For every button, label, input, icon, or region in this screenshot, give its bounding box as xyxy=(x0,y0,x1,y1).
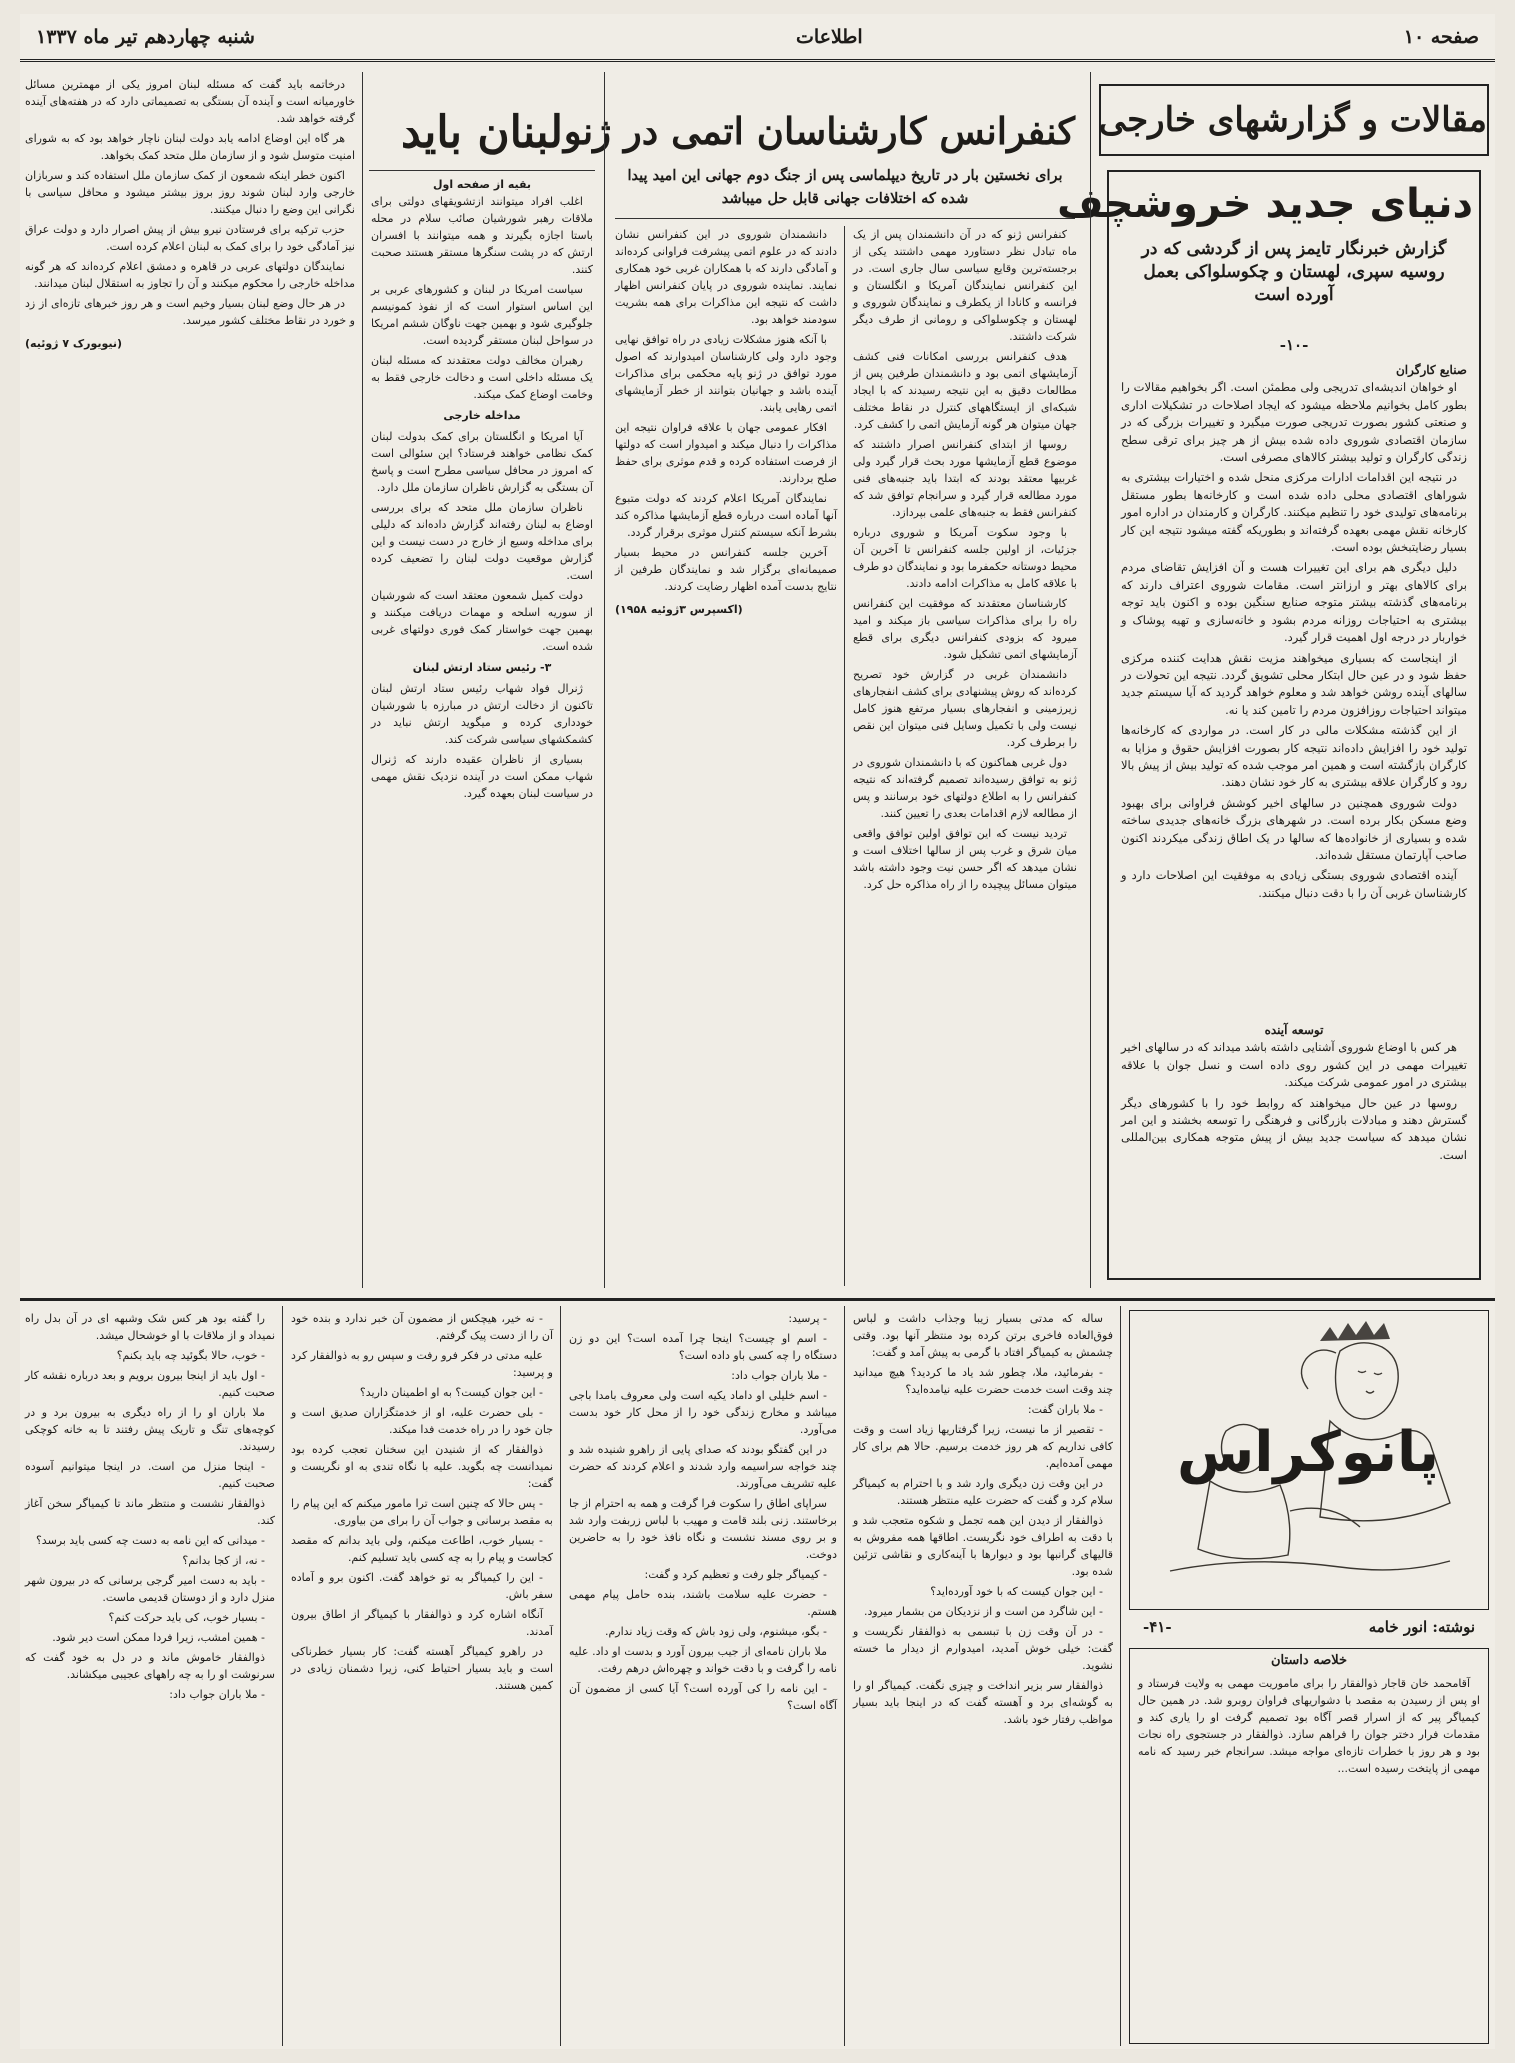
lebanon-heading-3: ۳- رئیس ستاد ارتش لبنان xyxy=(412,661,552,674)
paragraph: - ملا باران گفت: xyxy=(1027,1403,1103,1416)
paragraph: - بلی حضرت علیه، او از خدمتگزاران صدیق است و جان خود را در راه خدمت فدا میکند. xyxy=(291,1406,553,1436)
column-rule xyxy=(362,72,363,1288)
paragraph: روسها در عین حال میخواهند که روابط خود را با کشورهای دیگر گسترش دهند و مبادلات بازرگانی و فرهنگی را توسعه بخشند و این امر نشان میدهد که سیاست جدید بیش از پیش متوجه همکاری بین‌المللی است. xyxy=(1121,1095,1467,1162)
divider xyxy=(615,218,1075,219)
serial-column-2 xyxy=(569,1310,837,2044)
paragraph: ذوالفقار از دیدن این همه تجمل و شکوه متعجب شد و با دقت به اطراف خود نگریست. اطاقها همه مفروش به قالیهای گرانبها بود و دیوارها با آینه‌کاری و نقاشی تزئین شده بود. xyxy=(853,1514,1113,1578)
paragraph: ذوالفقار خاموش ماند و در دل به خود گفت که سرنوشت او را به چه راههای عجیبی میکشاند. xyxy=(25,1651,275,1681)
paragraph: حزب ترکیه برای فرستادن نیرو بیش از پیش اصرار دارد و دولت عراق نیز آمادگی خود را برای کمک به لبنان اعلام کرده است. xyxy=(25,223,355,253)
paragraph: با آنکه هنوز مشکلات زیادی در راه توافق نهایی وجود دارد ولی کارشناسان امیدوارند که اصول مورد توافق در ژنو پایه محکمی برای مذاکرات آینده باشد و جهانیان بتوانند از خطر آزمایشهای اتمی رهایی یابند. xyxy=(615,333,837,414)
paragraph: ذوالفقار که از شنیدن این سخنان تعجب کرده بود نمیدانست چه بگوید. علیه با نگاه تندی به او نگریست و گفت: xyxy=(291,1443,553,1490)
paragraph: اغلب افراد میتوانند ازتشویقهای دولتی برای ملاقات رهبر شورشیان صائب سلام در محله باستا اجازه بگیرند و همه میتوانند با افسران ارتش که در پشت سنگرها مستقر هستند صحبت کنند. xyxy=(371,195,593,276)
lebanon-column-2 xyxy=(25,76,355,1282)
column-rule xyxy=(282,1306,283,2046)
paragraph: دلیل دیگری هم برای این تغییرات هست و آن افزایش تقاضای مردم برای کالاهای بهتر و ارزانتر است. مقامات شوروی اعتراف دارند که برنامه‌های گذشته بیشتر متوجه صنایع سنگین بوده و اکنون باید توجه بیشتری به احتیاجات روزانه مردم بشود و خانه‌سازی و تهیه پوشاک و خواربار در درجه اول اهمیت قرار گیرد. xyxy=(1121,560,1467,645)
divider xyxy=(369,170,595,171)
paragraph: هدف کنفرانس بررسی امکانات فنی کشف آزمایشهای اتمی بود و دانشمندان طرفین پس از مطالعات دقیق به این نتیجه رسیدند که با ایجاد شبکه‌ای از ایستگاههای کنترل در نقاط مختلف جهان میتوان هر گونه آزمایش اتمی را کشف کرد. xyxy=(853,350,1077,431)
paragraph: در راهرو کیمیاگر آهسته گفت: کار بسیار خطرناکی است و باید بسیار احتیاط کنی، زیرا دشمنان زیادی در کمین هستند. xyxy=(291,1645,553,1692)
column-rule xyxy=(560,1306,561,2046)
paragraph: - بگو، میشنوم، ولی زود باش که وقت زیاد ندارم. xyxy=(604,1625,827,1638)
paragraph: دانشمندان شوروی در این کنفرانس نشان دادند که در علوم اتمی پیشرفت فراوانی کرده‌اند و آمادگی دارند که با همکاران غربی خود همکاری نمایند. نماینده شوروی در پایان کنفرانس اظهار داشت که نتیجه این مذاکرات برای همه بشریت سودمند خواهد بود. xyxy=(615,228,837,326)
paragraph: - همین امشب، زیرا فردا ممکن است دیر شود. xyxy=(52,1631,265,1644)
paragraph: آیا امریکا و انگلستان برای کمک بدولت لبنان کمک نظامی خواهند فرستاد؟ این سئوالی است که امروز در محافل سیاسی مطرح است و پاسخ آن بستگی به گزارش ناظران سازمان ملل دارد. xyxy=(371,430,593,494)
serial-illustration-box xyxy=(1129,1310,1489,1610)
paragraph: در نتیجه این اقدامات ادارات مرکزی منحل شده و اختیارات بیشتری به شوراهای اقتصادی محلی داده شده است و کارخانه‌ها بطور مستقل برنامه‌های تولیدی خود را تنظیم میکنند. کارگران و کارمندان در اداره امور کارخانه نقش مهمی بعهده گرفته‌اند و بطوریکه گفته میشود نتیجه این کار بسیار رضایتبخش بوده است. xyxy=(1121,470,1467,555)
paragraph: آینده اقتصادی شوروی بستگی زیادی به موفقیت این اصلاحات دارد و کارشناسان غربی آن را با دقت دنبال میکنند. xyxy=(1121,868,1467,900)
paragraph: از اینجاست که بسیاری میخواهند مزیت نقش هدایت کننده مرکزی حفظ شود و در عین حال ابتکار محلی تشویق گردد. نتیجه این تحولات در سالهای آینده روشن خواهد شد و معلوم خواهد گردید که آیا سیستم جدید میتواند احتیاجات روزافزون مردم را تامین کند یا نه. xyxy=(1121,650,1467,717)
paragraph: - اول باید از اینجا بیرون برویم و بعد درباره نقشه کار صحبت کنیم. xyxy=(25,1369,275,1399)
serial-column-4 xyxy=(25,1310,275,2044)
conference-title: کنفرانس کارشناسان اتمی در ژنو xyxy=(563,109,1075,153)
paragraph: در این گفتگو بودند که صدای پایی از راهرو شنیده شد و چند خواجه سراسیمه وارد شدند و اعلام کردند که حضرت علیه تشریف می‌آورند. xyxy=(569,1443,837,1490)
serial-column-1 xyxy=(853,1310,1113,2044)
conference-column-1 xyxy=(853,226,1077,1286)
issue-date: شنبه چهاردهم تیر ماه ۱۳۳۷ xyxy=(36,25,255,48)
paragraph: - کیمیاگر جلو رفت و تعظیم کرد و گفت: xyxy=(644,1568,827,1581)
paragraph: - این شاگرد من است و از نزدیکان من بشمار میرود. xyxy=(864,1605,1103,1618)
serial-column-3 xyxy=(291,1310,553,2044)
paragraph: با وجود سکوت آمریکا و شوروی درباره جزئیات، از اولین جلسه کنفرانس تا آخرین آن محیط دوستانه حکمفرما بود و نمایندگان دو طرف با علاقه کامل به مذاکرات ادامه دادند. xyxy=(853,526,1077,590)
conference-column-2 xyxy=(615,226,837,1286)
paragraph: - تقصیر از ما نیست، زیرا گرفتاریها زیاد است و وقت کافی نداریم که هر روز خدمت برسیم. حالا هم برای کار مهمی آمده‌ایم. xyxy=(853,1423,1113,1470)
paragraph: کارشناسان معتقدند که موفقیت این کنفرانس راه را برای مذاکرات سیاسی باز میکند و امید میرود که بزودی کنفرانس دیگری برای قطع آزمایشهای اتمی تشکیل شود. xyxy=(853,597,1077,661)
paragraph: - ملا باران جواب داد: xyxy=(731,1369,827,1382)
paragraph: بسیاری از ناظران عقیده دارند که ژنرال شهاب ممکن است در آینده نزدیک نقش مهمی در سیاست لبنان بعهده گیرد. xyxy=(371,753,593,800)
paragraph: نمایندگان آمریکا اعلام کردند که دولت متبوع آنها آماده است درباره قطع آزمایشها مذاکره کند بشرط آنکه سیستم کنترل موثری برقرار گردد. xyxy=(615,492,837,539)
page-number: صفحه ۱۰ xyxy=(1403,25,1479,48)
paragraph: - این نامه را کی آورده است؟ آیا کسی از مضمون آن آگاه است؟ xyxy=(569,1682,837,1712)
paragraph: آنگاه اشاره کرد و ذوالفقار با کیمیاگر از اطاق بیرون آمدند. xyxy=(291,1608,553,1638)
paragraph: - اینجا منزل من است. در اینجا میتوانیم آسوده صحبت کنیم. xyxy=(25,1460,275,1490)
paragraph: - نه خیر، هیچکس از مضمون آن خبر ندارد و بنده خود آن را از دست پیک گرفتم. xyxy=(291,1312,553,1342)
paragraph: را گفته بود هر کس شک وشبهه ای در آن بدل راه نمیداد و از ملاقات با او خوشحال میشد. xyxy=(25,1312,275,1342)
paragraph: درخاتمه باید گفت که مسئله لبنان امروز یکی از مهمترین مسائل خاورمیانه است و آینده آن بستگی به تصمیماتی دارد که در هفته‌های آینده گرفته خواهد شد. xyxy=(25,78,355,125)
serial-summary-text xyxy=(1138,1675,1480,2039)
paragraph: - نه، از کجا بدانم؟ xyxy=(182,1554,265,1567)
conference-source: (اکسپرس ۳ژوئیه ۱۹۵۸) xyxy=(615,603,743,616)
column-rule xyxy=(604,72,605,1288)
paragraph: - پرسید: xyxy=(788,1312,827,1325)
paragraph: هر گاه این اوضاع ادامه یابد دولت لبنان ناچار خواهد بود که به شورای امنیت متوسل شود و از سازمان ملل متحد کمک بخواهد. xyxy=(25,132,355,162)
section-banner xyxy=(1099,84,1489,156)
paragraph: علیه مدتی در فکر فرو رفت و سپس رو به ذوالفقار کرد و پرسید: xyxy=(291,1349,553,1379)
paragraph: - در آن وقت زن با تبسمی به ذوالفقار نگریست و گفت: خیلی خوش آمدید، امیدوارم از دیدار ما خسته نشوید. xyxy=(853,1625,1113,1672)
khrushchev-heading-2: توسعه آینده xyxy=(1264,1023,1324,1037)
serial-author: نوشته: انور خامه xyxy=(1368,1618,1475,1636)
paragraph: - باید به دست امیر گرجی برسانی که در بیرون شهر منزل دارد و از دوستان قدیمی ماست. xyxy=(25,1574,275,1604)
serial-title: پانوکراس xyxy=(1176,1420,1440,1485)
paragraph: - خوب، حالا بگوئید چه باید بکنم؟ xyxy=(116,1349,265,1362)
khrushchev-body-2 xyxy=(1121,1022,1467,1272)
paragraph: هر کس با اوضاع شوروی آشنایی داشته باشد میداند که در سالهای اخیر تغییرات مهمی در این کشور روی داده است و نسل جوان با علاقه بیشتری در امور عمومی شرکت میکند. xyxy=(1121,1040,1467,1090)
paragraph: - ملا باران جواب داد: xyxy=(169,1688,265,1701)
serial-illustration xyxy=(1130,1311,1487,1608)
paper-name: اطلاعات xyxy=(795,25,863,48)
paragraph: - حضرت علیه سلامت باشند، بنده حامل پیام مهمی هستم. xyxy=(569,1588,837,1618)
paragraph: دولت کمیل شمعون معتقد است که شورشیان از سوریه اسلحه و مهمات دریافت میکنند و بهمین جهت خواستار کمک فوری دولتهای غربی شده است. xyxy=(371,589,593,653)
paragraph: تردید نیست که این توافق اولین توافق واقعی میان شرق و غرب پس از سالها اختلاف است و نشان میدهد که اگر حسن نیت وجود داشته باشد میتوان مسائل پیچیده را از راه مذاکره حل کرد. xyxy=(853,827,1077,891)
serial-part: -۴۱- xyxy=(1143,1618,1172,1636)
section-divider xyxy=(20,1298,1495,1301)
khrushchev-title: دنیای جدید خروشچف xyxy=(1057,181,1473,227)
column-rule xyxy=(844,226,845,1286)
paragraph: ذوالفقار سر بزیر انداخت و چیزی نگفت. کیمیاگر او را به گوشه‌ای برد و آهسته گفت که در اینجا باید بسیار مواظب رفتار خود باشد. xyxy=(853,1679,1113,1726)
column-rule xyxy=(1090,72,1091,1288)
paragraph: - بسیار خوب، اطاعت میکنم، ولی باید بدانم که مقصد کجاست و پیام را به چه کسی باید تسلیم کنم. xyxy=(291,1534,553,1564)
paragraph: آخرین جلسه کنفرانس در محیط بسیار صمیمانه‌ای برگزار شد و نمایندگان طرفین از نتایج بدست آمده اظهار رضایت کردند. xyxy=(615,546,837,593)
page-header xyxy=(20,14,1495,62)
paragraph: ساله که مدتی بسیار زیبا وجذاب داشت و لباس فوق‌العاده فاخری برتن کرده بود منتظر آنها بود. وقتی چشمش به کیمیاگر افتاد با گرمی به پیش آمد و گفت: xyxy=(853,1312,1113,1359)
paragraph: - این جوان کیست که با خود آورده‌اید؟ xyxy=(930,1585,1103,1598)
paragraph: اکنون خطر اینکه شمعون از کمک سازمان ملل استفاده کند و سربازان خارجی وارد لبنان شوند روز بروز بیشتر میشود و محافل سیاسی با نگرانی این وضع را دنبال میکنند. xyxy=(25,169,355,216)
paragraph: - اسم خلیلی او داماد یکیه است ولی معروف بامدا باجی میباشد و مخارج زندگی خود را از محل کار خود بدست می‌آورد. xyxy=(569,1389,837,1436)
paragraph: - پس حالا که چنین است ترا مامور میکنم که این پیام را به مقصد برسانی و جواب آن را برای من بیاوری. xyxy=(291,1497,553,1527)
khrushchev-article xyxy=(1057,170,1481,1280)
serial-summary-title: خلاصه داستان xyxy=(1270,1653,1348,1668)
paragraph: - بسیار خوب، کی باید حرکت کنم؟ xyxy=(108,1611,265,1624)
paragraph: سیاست امریکا در لبنان و کشورهای عربی بر این اساس استوار است که از نفوذ کمونیسم جلوگیری شود و بهمین جهت ناوگان ششم امریکا در سواحل لبنان مستقر گردیده است. xyxy=(371,283,593,347)
paragraph: ملا باران نامه‌ای از جیب بیرون آورد و بدست او داد. علیه نامه را گرفت و با دقت خواند و چهره‌اش درهم رفت. xyxy=(569,1645,837,1675)
column-rule xyxy=(1120,1306,1121,2046)
paragraph: - بفرمائید، ملا، چطور شد یاد ما کردید؟ هیچ میدانید چند وقت است خدمت حضرت علیه نیامده‌اید؟ xyxy=(853,1366,1113,1396)
paragraph: سراپای اطاق را سکوت فرا گرفت و همه به احترام از جا برخاستند. زنی بلند قامت و مهیب با لباس زربفت وارد شد و بر روی مسند نشست و نگاه نافذ خود را به حاضرین دوخت. xyxy=(569,1497,837,1561)
section-banner-text: مقالات و گزارشهای خارجی xyxy=(1098,100,1487,140)
lebanon-column-1 xyxy=(371,176,593,1284)
lebanon-title-box xyxy=(369,102,595,166)
paragraph: دانشمندان غربی در گزارش خود تصریح کرده‌اند که روش پیشنهادی برای کشف انفجارهای زیرزمینی و انفجارهای بسیار مرتفع هنوز کامل نیست ولی با تکمیل وسایل فنی میتوان این نقص را برطرف کرد. xyxy=(853,668,1077,749)
lebanon-title: لبنان باید xyxy=(401,107,563,158)
conference-subtitle: برای نخستین بار در تاریخ دیپلماسی پس از جنگ دوم جهانی این امید پیدا شده که اختلافات جهانی قابل حل میباشد xyxy=(627,167,1063,207)
serial-summary-box xyxy=(1129,1648,1489,2044)
paragraph: از این گذشته مشکلات مالی در کار است. در مواردی که کارخانه‌ها تولید خود را افزایش داده‌اند نتیجه کار بصورت افزایش حقوق و مزایا به کارگران بازگشته است و همین امر موجب شده که تولید بیش از پیش بالا رود و کارگران علاقه بیشتری به کار خود نشان دهند. xyxy=(1121,723,1467,790)
column-rule xyxy=(844,1306,845,2046)
khrushchev-part: -۱۰- xyxy=(1279,336,1309,354)
paragraph: - این جوان کیست؟ به او اطمینان دارید؟ xyxy=(359,1386,543,1399)
paragraph: رهبران مخالف دولت معتقدند که مسئله لبنان یک مسئله داخلی است و دخالت خارجی فقط به وخامت اوضاع کمک میکند. xyxy=(371,354,593,401)
paragraph: روسها از ابتدای کنفرانس اصرار داشتند که موضوع قطع آزمایشها مورد بحث قرار گیرد ولی غربیها معتقد بودند که ابتدا باید جنبه‌های فنی مورد مطالعه قرار گیرد و سرانجام توافق شد که کنفرانس فقط به جنبه‌های علمی بپردازد. xyxy=(853,438,1077,519)
lebanon-heading-2: مداخله خارجی xyxy=(443,409,521,422)
lebanon-source: (نیویورک ۷ ژوئیه) xyxy=(25,337,123,350)
paragraph: دول غربی هماکنون که با دانشمندان شوروی در ژنو به توافق رسیده‌اند تصمیم گرفته‌اند که نتیجه کنفرانس را به اطلاع دولتهای خود برسانند و پس از مطالعه لازم اقدامات بعدی را تعیین کنند. xyxy=(853,756,1077,820)
paragraph: - این را کیمیاگر به تو خواهد گفت. اکنون برو و آماده سفر باش. xyxy=(291,1571,553,1601)
khrushchev-subtitle: گزارش خبرنگار تایمز پس از گردشی که در روسیه سپری، لهستان و چکوسلواکی بعمل آورده است xyxy=(1141,239,1447,305)
paragraph: ناظران سازمان ملل متحد که برای بررسی اوضاع به لبنان رفته‌اند گزارش داده‌اند که دلیلی برای مداخله وسیع از خارج در دست نیست و این گزارش موقعیت دولت لبنان را تضعیف کرده است. xyxy=(371,501,593,582)
paragraph: - اسم او چیست؟ اینجا چرا آمده است؟ این دو زن دستگاه را چه کسی باو داده است؟ xyxy=(569,1332,837,1362)
khrushchev-heading: صنایع کارگران xyxy=(1395,363,1467,377)
paragraph: افکار عمومی جهان با علاقه فراوان نتیجه این مذاکرات را دنبال میکند و امیدوار است که دولتها از فرصت استفاده کرده و قدم موثری برای حفظ صلح بردارند. xyxy=(615,421,837,485)
serial-meta xyxy=(1129,1618,1489,1642)
paragraph: ژنرال فواد شهاب رئیس ستاد ارتش لبنان تاکنون از دخالت ارتش در مبارزه با شورشیان خودداری کرده و میگوید ارتش نباید در کشمکشهای سیاسی شرکت کند. xyxy=(371,682,593,746)
khrushchev-body xyxy=(1121,362,1467,1017)
paragraph: در این وقت زن دیگری وارد شد و با احترام به کیمیاگر سلام کرد و گفت که حضرت علیه منتظر هستند. xyxy=(853,1477,1113,1507)
newspaper-page xyxy=(20,14,1495,2049)
paragraph: ملا باران او را از راه دیگری به بیرون برد و در کوچه‌های تنگ و تاریک پیش رفتند تا به خانه کوچکی رسیدند. xyxy=(25,1406,275,1453)
paragraph: در هر حال وضع لبنان بسیار وخیم است و هر روز خبرهای تازه‌ای از زد و خورد در نقاط مختلف کشور میرسد. xyxy=(25,297,355,327)
paragraph: ذوالفقار نشست و منتظر ماند تا کیمیاگر سخن آغاز کند. xyxy=(25,1497,275,1527)
paragraph: کنفرانس ژنو که در آن دانشمندان پس از یک ماه تبادل نظر دستاورد مهمی داشتند یکی از برجسته‌ترین وقایع سیاسی سال جاری است. در این کنفرانس نمایندگان آمریکا و انگلستان و فرانسه و کانادا از یکطرف و نمایندگان شوروی و لهستان و چکوسلواکی و رومانی از طرف دیگر شرکت داشتند. xyxy=(853,228,1077,343)
paragraph: او خواهان اندیشه‌ای تدریجی ولی مطمئن است. اگر بخواهیم مقالات را بطور کامل بخوانیم ملاحظه میشود که ایجاد اصلاحات در تشکیلات اداری و صنعتی کشور بصورت تدریجی صورت میگیرد و تغییرات بزرگی که در سازمان اقتصادی شوروی داده شده بیش از هر چیز برای ترقی سطح زندگی کارگران و تولید بیشتر کالاهای مصرفی است. xyxy=(1121,380,1467,465)
paragraph: - میدانی که این نامه به دست چه کسی باید برسد؟ xyxy=(35,1534,265,1547)
paragraph: آقامحمد خان قاجار ذوالفقار را برای ماموریت مهمی به ولایت فرستاد و او پس از رسیدن به مقصد با دشواریهای فراوان روبرو شد. در همین حال کیمیاگر پیر که از اسرار قصر آگاه بود تصمیم گرفت او را یاری کند و مقدمات فرار دختر جوان را فراهم سازد. ذوالفقار در جستجوی راه نجات بود و هر روز با خطرات تازه‌ای مواجه میشد. سرانجام خبر رسید که نامه مهمی از پایتخت رسیده است... xyxy=(1138,1677,1480,1775)
lebanon-continued: بقیه از صفحه اول xyxy=(432,178,532,191)
paragraph: دولت شوروی همچنین در سالهای اخیر کوشش فراوانی برای بهبود وضع مسکن بکار برده است. در شهرهای بزرگ خانه‌های جدیدی ساخته شده و بسیاری از خانواده‌ها که سالها در یک اطاق زندگی میکردند اکنون صاحب آپارتمان مستقل شده‌اند. xyxy=(1121,795,1467,862)
paragraph: نمایندگان دولتهای عربی در قاهره و دمشق اعلام کرده‌اند که هر گونه مداخله خارجی را محکوم میکنند و آن را تجاوز به استقلال لبنان میدانند. xyxy=(25,260,355,290)
